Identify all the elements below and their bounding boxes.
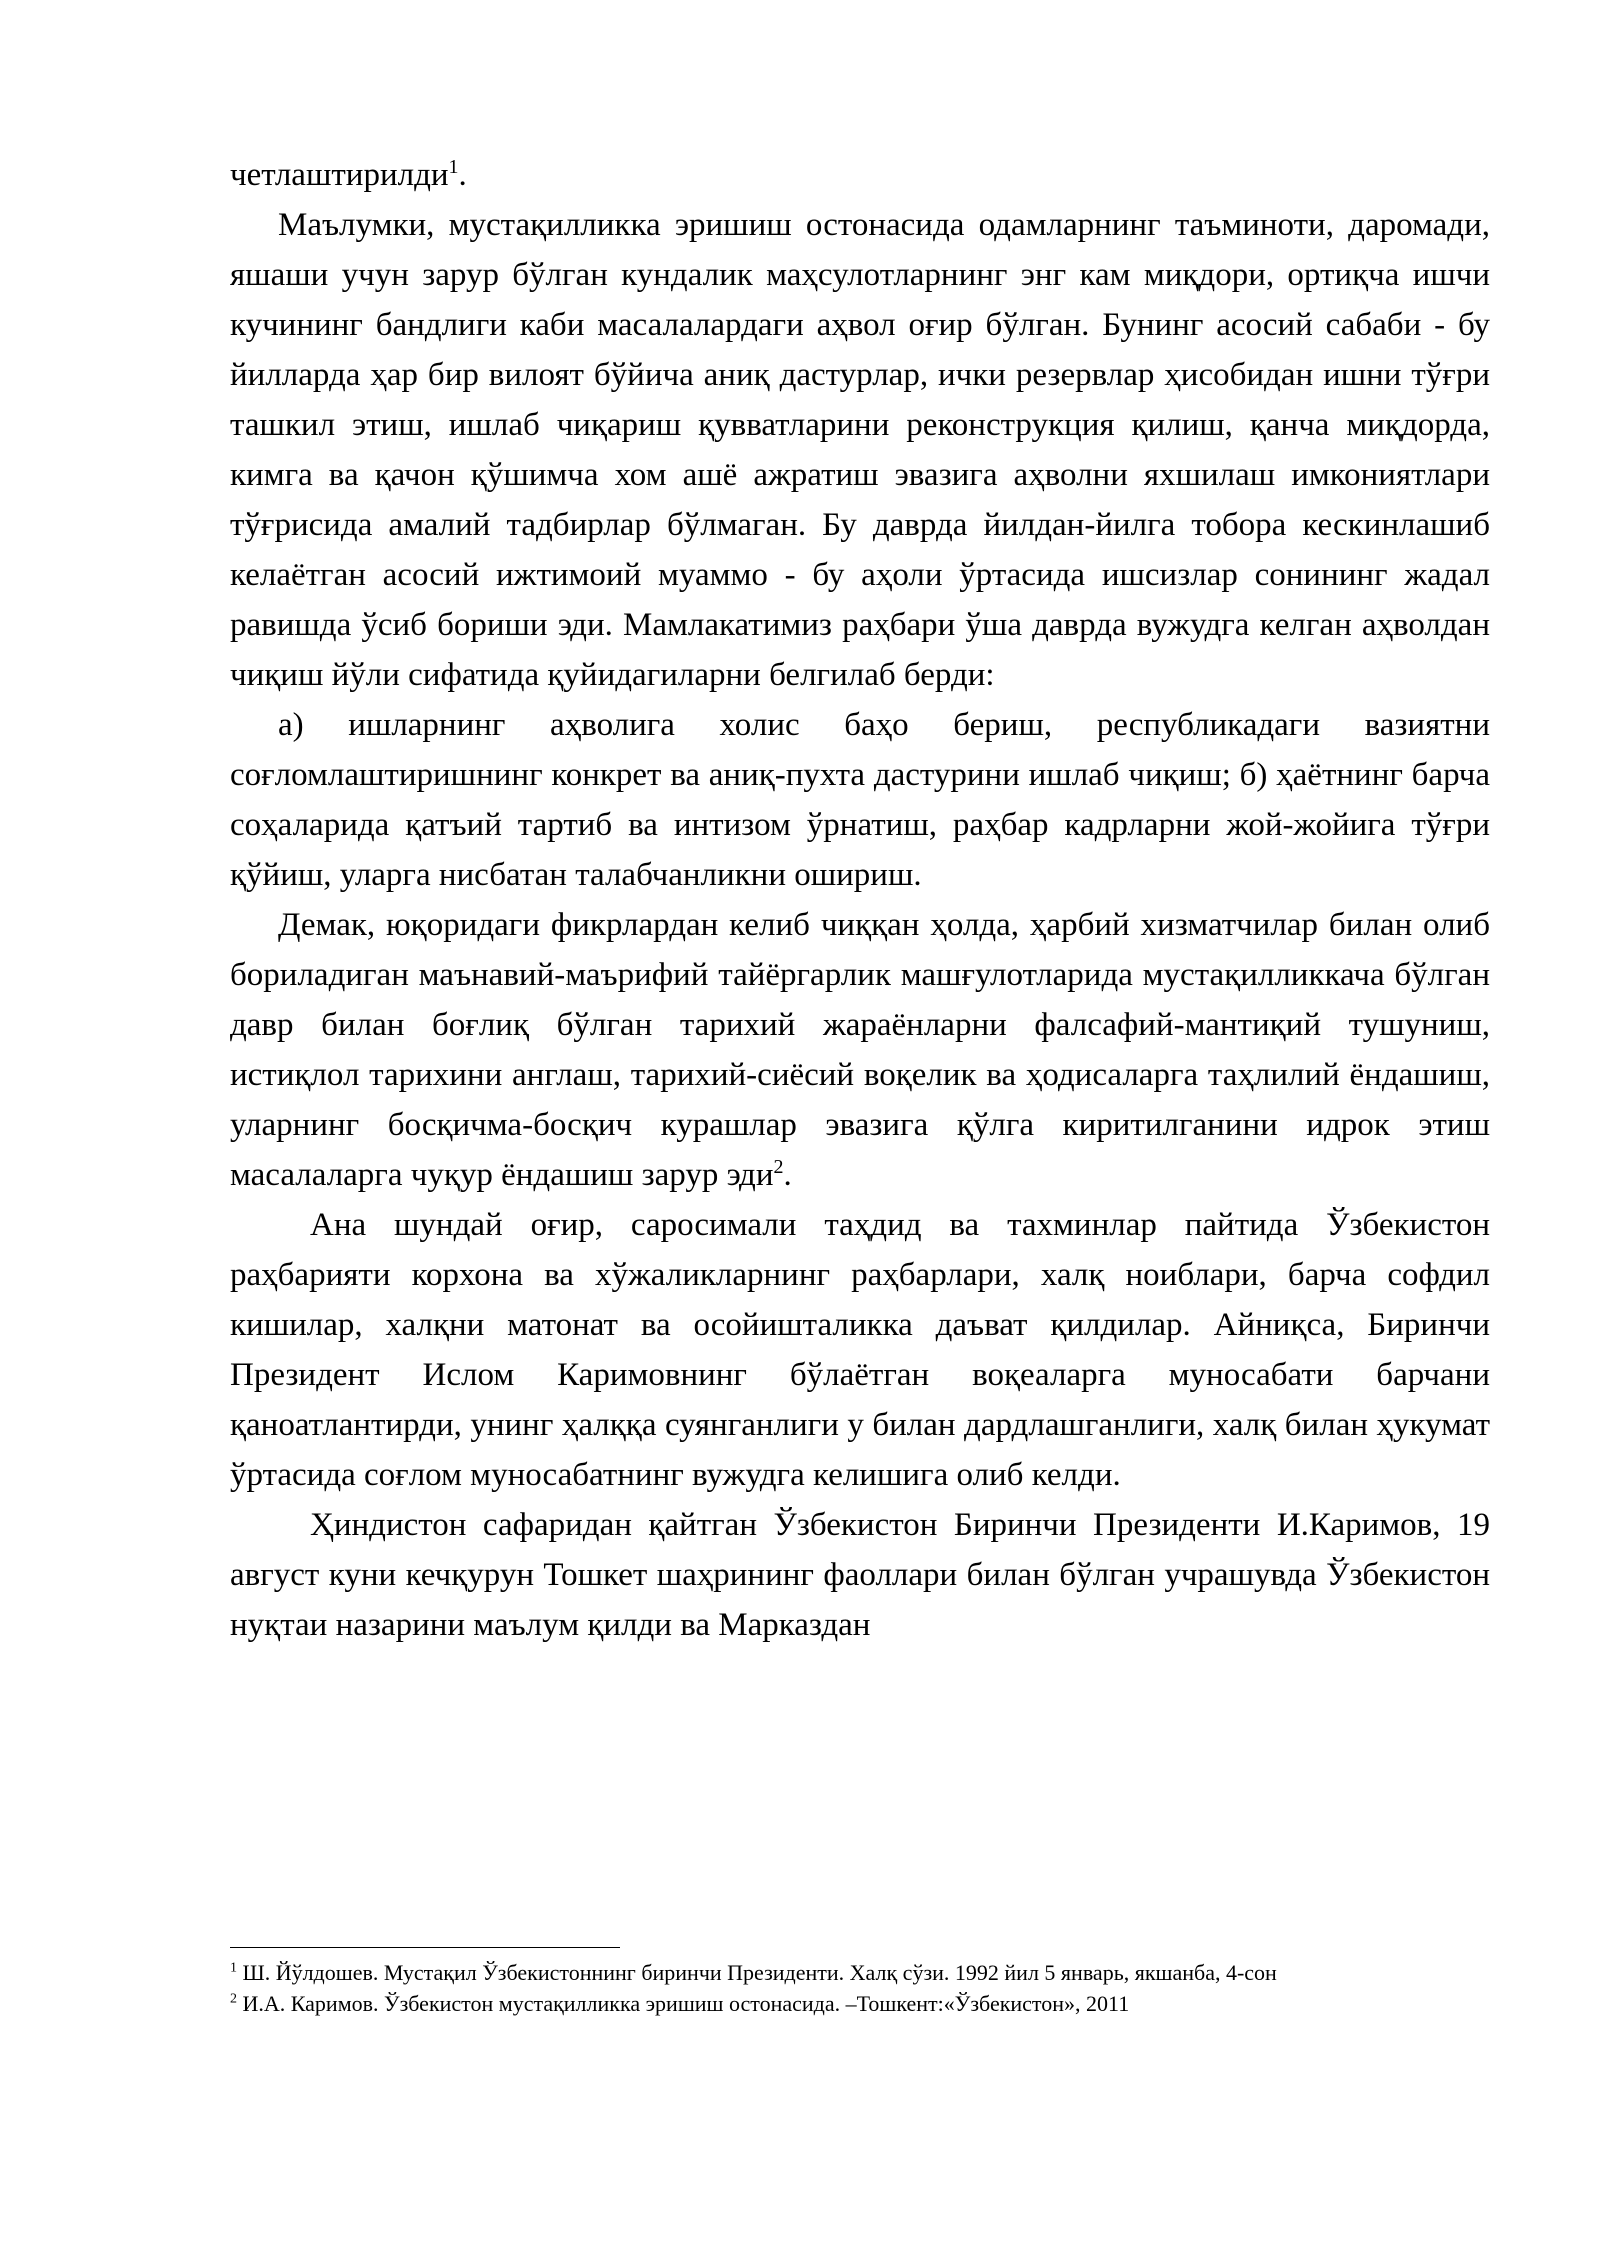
footnotes xyxy=(230,1957,1490,2019)
document-page xyxy=(230,150,1490,1650)
paragraph-0-text: четлаштирилди xyxy=(230,157,449,193)
footnote-ref-2[interactable]: 2 xyxy=(773,1156,784,1178)
paragraph-3 xyxy=(230,900,1490,1200)
footnote-2-mark: 2 xyxy=(230,1991,237,2007)
paragraph-1: Маълумки, мустақилликка эришиш остонасида одамларнинг таъминоти, даромади, яшаши учун зарур бўлган кундалик маҳсулотларнинг энг кам миқдори, ортиқча ишчи кучининг бандлиги каби масалалардаги аҳвол оғир бўлган. Бунинг асосий сабаби - бу йилларда ҳар бир вилоят бўйича аниқ дастурлар, ички резервлар ҳисобидан ишни тўғри ташкил этиш, ишлаб чиқариш қувватларини реконструкция қилиш, қанча миқдорда, кимга ва қачон қўшимча хом ашё ажратиш эвазига аҳволни яхшилаш имкониятлари тўғрисида амалий тадбирлар бўлмаган. Бу даврда йилдан-йилга тобора кескинлашиб келаётган асосий ижтимоий муаммо - бу аҳоли ўртасида ишсизлар сонининг жадал равишда ўсиб бориши эди. Мамлакатимиз раҳбари ўша даврда вужудга келган аҳволдан чиқиш йўли сифатида қуйидагиларни белгилаб берди: xyxy=(230,207,1490,693)
paragraph-4: Ана шундай оғир, саросимали таҳдид ва тахминлар пайтида Ўзбекистон раҳбарияти корхона ва хўжаликларнинг раҳбарлари, халқ ноиблари, барча софдил кишилар, халқни матонат ва осойишталикка даъват қилдилар. Айниқса, Биринчи Президент Ислом Каримовнинг бўлаётган воқеаларга муносабати барчани қаноатлантирди, унинг ҳалққа суянганлиги у билан дардлашганлиги, халқ билан ҳукумат ўртасида соғлом муносабатнинг вужудга келишига олиб келди. xyxy=(230,1207,1490,1493)
paragraph-0-end: . xyxy=(458,157,467,193)
footnote-ref-1[interactable]: 1 xyxy=(448,156,459,178)
footnote-1-mark: 1 xyxy=(230,1960,237,1976)
footnote-2 xyxy=(230,1988,1490,2019)
footnote-1-text: Ш. Йўлдошев. Мустақил Ўзбекистоннинг биринчи Президенти. Халқ сўзи. 1992 йил 5 январь, якшанба, 4-сон xyxy=(237,1960,1277,1985)
paragraph-5: Ҳиндистон сафаридан қайтган Ўзбекистон Биринчи Президенти И.Каримов, 19 август куни кечқурун Тошкет шаҳрининг фаоллари билан бўлган учрашувда Ўзбекистон нуқтаи назарини маълум қилди ва Марказдан xyxy=(230,1507,1490,1643)
paragraph-3-text: Демак, юқоридаги фикрлардан келиб чиққан ҳолда, ҳарбий хизматчилар билан олиб бориладиган маънавий-маърифий тайёргарлик машғулотларида мустақилликкача бўлган давр билан боғлиқ бўлган тарихий жараёнларни фалсафий-мантиқий тушуниш, истиқлол тарихини англаш, тарихий-сиёсий воқелик ва ҳодисаларга таҳлилий ёндашиш, уларнинг босқичма-босқич курашлар эвазига қўлга киритилганини идрок этиш масалаларга чуқур ёндашиш зарур эди xyxy=(230,907,1490,1193)
paragraph-3-end: . xyxy=(783,1157,792,1193)
paragraph-2-list: а) ишларнинг аҳволига холис баҳо бериш, республикадаги вазиятни соғломлаштиришнинг конкрет ва аниқ-пухта дастурини ишлаб чиқиш; б) ҳаётнинг барча соҳаларида қатъий тартиб ва интизом ўрнатиш, раҳбар кадрларни жой-жойига тўғри қўйиш, уларга нисбатан талабчанликни ошириш. xyxy=(230,707,1490,893)
footnote-2-text: И.А. Каримов. Ўзбекистон мустақилликка эришиш остонасида. –Тошкент:«Ўзбекистон», 2011 xyxy=(237,1991,1130,2016)
footnote-separator xyxy=(230,1947,620,1948)
footnote-1 xyxy=(230,1957,1490,1988)
paragraph-0 xyxy=(230,150,1490,200)
